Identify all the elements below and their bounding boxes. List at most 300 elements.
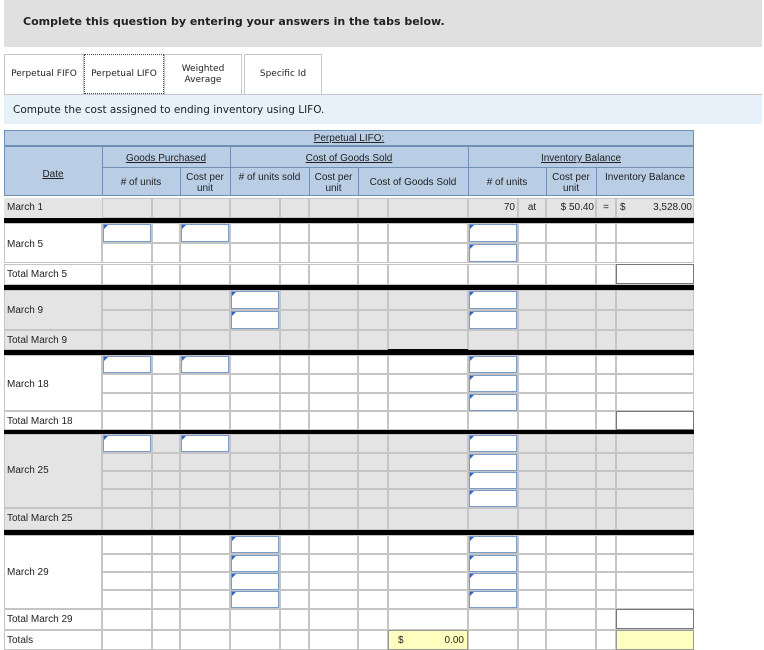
table-cell (388, 590, 468, 609)
table-cell (518, 535, 546, 554)
table-cell (230, 508, 280, 530)
answer-input[interactable] (469, 394, 517, 411)
units-sold-header: # of units sold (238, 172, 301, 183)
table-cell (102, 572, 152, 590)
table-cell (388, 411, 468, 430)
table-cell (616, 535, 694, 554)
table-cell (152, 471, 180, 489)
table-cell (280, 330, 309, 350)
table-cell (546, 554, 596, 572)
table-cell (309, 489, 358, 508)
header-divider (180, 168, 181, 196)
table-cell (180, 572, 230, 590)
table-cell (546, 535, 596, 554)
table-cell (546, 330, 596, 350)
table-cell (180, 290, 230, 310)
table-cell (518, 411, 546, 430)
table-cell (309, 393, 358, 411)
table-cell (546, 223, 596, 243)
table-cell (358, 355, 388, 374)
table-cell (546, 630, 596, 650)
header-divider (358, 168, 359, 196)
header-divider (468, 146, 469, 196)
table-cell (152, 243, 180, 263)
table-cell (280, 198, 309, 218)
table-cell (280, 508, 309, 530)
table-cell (230, 411, 280, 430)
table-cell (309, 508, 358, 530)
table-cell (180, 310, 230, 330)
table-cell (309, 290, 358, 310)
header-divider (596, 168, 597, 196)
table-cell (358, 508, 388, 530)
table-cell (180, 374, 230, 393)
table-cell (596, 330, 616, 350)
total-row-label: Total March 25 (7, 513, 73, 524)
table-cell (102, 330, 152, 350)
table-cell (280, 310, 309, 330)
header-divider (102, 167, 230, 168)
table-cell (596, 310, 616, 330)
table-cell (388, 374, 468, 393)
answer-input[interactable] (469, 375, 517, 392)
table-cell (230, 223, 280, 243)
table-cell (596, 223, 616, 243)
table-cell (518, 609, 546, 630)
table-cell (388, 198, 468, 218)
table-cell (102, 290, 152, 310)
table-cell (152, 198, 180, 218)
table-cell (596, 609, 616, 630)
table-cell (180, 489, 230, 508)
table-cell (596, 453, 616, 471)
table-cell (180, 330, 230, 350)
answer-input[interactable] (469, 224, 517, 242)
answer-input[interactable] (469, 536, 517, 553)
beginning-units: 70 (503, 202, 515, 213)
answer-input[interactable] (231, 311, 279, 329)
table-cell (309, 198, 358, 218)
dollar-sign: $ (620, 202, 626, 213)
table-cell (358, 572, 388, 590)
table-cell (388, 243, 468, 263)
table-cell (280, 243, 309, 263)
total-row-label: Total March 5 (7, 269, 68, 280)
table-cell (309, 471, 358, 489)
answer-input[interactable] (103, 224, 151, 242)
dollar-sign: $ (398, 635, 404, 646)
inventory-balance-total (616, 411, 694, 430)
table-cell (596, 630, 616, 650)
answer-input[interactable] (469, 490, 517, 507)
table-cell (388, 310, 468, 330)
table-cell (358, 434, 388, 453)
inventory-total-cell (616, 630, 694, 650)
table-cell (280, 411, 309, 430)
table-cell (358, 310, 388, 330)
table-cell (596, 434, 616, 453)
beginning-cost-per-unit: $ 50.40 (560, 202, 594, 213)
table-cell (616, 434, 694, 453)
units-purchased-header: # of units (120, 177, 162, 188)
table-cell (596, 471, 616, 489)
answer-input[interactable] (469, 472, 517, 489)
answer-input[interactable] (231, 536, 279, 553)
table-cell (280, 554, 309, 572)
table-cell (388, 434, 468, 453)
table-cell (309, 630, 358, 650)
table-cell (546, 393, 596, 411)
tab-label: Weighted Average (181, 63, 225, 85)
table-cell (518, 310, 546, 330)
table-cell (358, 554, 388, 572)
table-cell (616, 471, 694, 489)
table-cell (596, 535, 616, 554)
table-cell (230, 393, 280, 411)
table-cell (546, 355, 596, 374)
table-cell (180, 453, 230, 471)
table-cell (388, 471, 468, 489)
table-cell (388, 489, 468, 508)
table-cell (180, 508, 230, 530)
table-cell (358, 223, 388, 243)
answer-input[interactable] (181, 356, 229, 373)
instruction-banner (4, 0, 762, 47)
table-cell (152, 330, 180, 350)
table-cell (152, 355, 180, 374)
table-cell (616, 453, 694, 471)
table-cell (468, 330, 518, 350)
table-cell (358, 264, 388, 285)
table-cell (309, 243, 358, 263)
answer-input[interactable] (469, 555, 517, 572)
answer-input[interactable] (469, 573, 517, 590)
table-cell (309, 411, 358, 430)
table-cell (102, 554, 152, 572)
table-cell (309, 554, 358, 572)
table-cell (230, 243, 280, 263)
table-cell (152, 535, 180, 554)
table-cell (468, 609, 518, 630)
table-cell (388, 554, 468, 572)
answer-input[interactable] (231, 573, 279, 590)
table-cell (309, 535, 358, 554)
table-cell (616, 572, 694, 590)
table-cell (546, 489, 596, 508)
table-cell (309, 434, 358, 453)
header-divider (230, 167, 468, 168)
tab-perpetual-lifo[interactable] (84, 54, 164, 94)
table-cell (152, 411, 180, 430)
table-cell (358, 453, 388, 471)
tab-specific-id[interactable] (244, 54, 322, 94)
table-cell (102, 471, 152, 489)
table-cell (518, 434, 546, 453)
header-divider (230, 146, 231, 196)
header-divider (546, 168, 547, 196)
question-text: Compute the cost assigned to ending inventory using LIFO. (13, 104, 325, 116)
table-cell (518, 489, 546, 508)
table-cell (616, 290, 694, 310)
table-cell (152, 590, 180, 609)
table-cell (152, 630, 180, 650)
table-cell (616, 554, 694, 572)
table-cell (152, 572, 180, 590)
table-cell (358, 471, 388, 489)
table-cell (280, 290, 309, 310)
table-cell (358, 630, 388, 650)
row-label: March 25 (7, 465, 49, 476)
table-cell (358, 374, 388, 393)
table-cell (102, 374, 152, 393)
table-cell (309, 374, 358, 393)
table-cell (468, 264, 518, 285)
table-cell (358, 609, 388, 630)
table-cell (468, 508, 518, 530)
table-cell (102, 489, 152, 508)
tab-weighted-average[interactable] (164, 54, 242, 94)
table-cell (152, 489, 180, 508)
table-cell (152, 290, 180, 310)
answer-input[interactable] (231, 591, 279, 608)
table-cell (616, 243, 694, 263)
table-cell (230, 434, 280, 453)
total-row-label: Total March 9 (7, 335, 68, 346)
table-cell (230, 471, 280, 489)
answer-input[interactable] (469, 291, 517, 309)
table-cell (152, 374, 180, 393)
table-cell (280, 590, 309, 609)
table-cell (230, 355, 280, 374)
table-cell (152, 393, 180, 411)
table-cell (280, 609, 309, 630)
table-cell (102, 243, 152, 263)
table-cell (518, 264, 546, 285)
table-cell (180, 471, 230, 489)
cost-of-goods-sold-header: Cost of Goods Sold (305, 153, 393, 164)
table-cell (280, 630, 309, 650)
table-cell (518, 590, 546, 609)
table-cell (596, 393, 616, 411)
table-cell (152, 434, 180, 453)
table-cell (152, 453, 180, 471)
instruction-text: Complete this question by entering your answers in the tabs below. (23, 15, 445, 28)
table-cell (102, 590, 152, 609)
table-cell (280, 453, 309, 471)
answer-input[interactable] (231, 555, 279, 572)
table-cell (180, 590, 230, 609)
cost-per-unit-sold-header: Cost per unit (314, 172, 353, 194)
table-cell (518, 471, 546, 489)
table-cell (546, 411, 596, 430)
table-cell (388, 609, 468, 630)
table-cell (309, 330, 358, 350)
table-cell (358, 330, 388, 350)
table-cell (616, 330, 694, 350)
cost-per-unit-balance-header: Cost per unit (552, 172, 590, 194)
table-cell (152, 223, 180, 243)
table-cell (518, 630, 546, 650)
table-cell (358, 590, 388, 609)
table-cell (358, 393, 388, 411)
table-cell (309, 310, 358, 330)
emphasis-line (388, 349, 468, 351)
table-cell (616, 310, 694, 330)
answer-input[interactable] (469, 311, 517, 329)
table-cell (388, 393, 468, 411)
table-cell (616, 508, 694, 530)
table-cell (518, 453, 546, 471)
table-cell (388, 223, 468, 243)
answer-input[interactable] (231, 291, 279, 309)
table-cell (596, 243, 616, 263)
table-cell (546, 374, 596, 393)
answer-input[interactable] (181, 435, 229, 452)
table-cell (596, 411, 616, 430)
answer-input[interactable] (469, 591, 517, 608)
totals-label: Totals (7, 635, 34, 646)
table-cell (388, 264, 468, 285)
answer-input[interactable] (469, 244, 517, 262)
header-divider (309, 168, 310, 196)
table-cell (152, 264, 180, 285)
table-cell (518, 355, 546, 374)
table-cell (309, 264, 358, 285)
inventory-balance-header: Inventory Balance (540, 153, 622, 164)
question-bar (4, 95, 762, 124)
table-cell (309, 609, 358, 630)
table-cell (102, 393, 152, 411)
table-cell (388, 290, 468, 310)
table-title: Perpetual LIFO: (313, 133, 385, 144)
table-cell (388, 535, 468, 554)
table-cell (546, 243, 596, 263)
tab-label: Perpetual LIFO (91, 68, 157, 79)
table-cell (546, 310, 596, 330)
table-cell (230, 489, 280, 508)
table-cell (596, 264, 616, 285)
table-cell (230, 264, 280, 285)
table-cell (280, 434, 309, 453)
table-cell (358, 489, 388, 508)
units-balance-header: # of units (486, 177, 528, 188)
table-cell (388, 355, 468, 374)
table-cell (309, 355, 358, 374)
table-cell (152, 554, 180, 572)
table-cell (358, 290, 388, 310)
table-cell (596, 489, 616, 508)
table-cell (616, 223, 694, 243)
table-cell (180, 393, 230, 411)
table-cell (388, 453, 468, 471)
tab-perpetual-fifo[interactable] (4, 54, 84, 94)
table-cell (616, 590, 694, 609)
row-label: March 5 (7, 239, 44, 250)
answer-input[interactable] (469, 454, 517, 471)
table-cell (280, 355, 309, 374)
header-divider (468, 167, 694, 168)
table-cell (230, 374, 280, 393)
table-cell (596, 572, 616, 590)
answer-input[interactable] (469, 435, 517, 452)
table-cell (358, 243, 388, 263)
table-cell (596, 290, 616, 310)
cogs-total-value: 0.00 (444, 635, 464, 646)
table-cell (358, 198, 388, 218)
table-cell (102, 508, 152, 530)
table-cell (152, 508, 180, 530)
table-cell (518, 223, 546, 243)
table-cell (280, 264, 309, 285)
beginning-balance: 3,528.00 (653, 202, 692, 213)
table-cell (102, 264, 152, 285)
table-cell (230, 453, 280, 471)
table-cell (102, 453, 152, 471)
table-cell (546, 471, 596, 489)
table-cell (616, 374, 694, 393)
table-cell (546, 434, 596, 453)
answer-input[interactable] (103, 435, 151, 452)
table-cell (358, 535, 388, 554)
cost-per-unit-purchased-header: Cost per unit (186, 172, 224, 194)
inventory-balance-total (616, 609, 694, 629)
total-row-label: Total March 18 (7, 416, 73, 427)
table-cell (468, 411, 518, 430)
table-cell (388, 572, 468, 590)
inventory-balance-total-header: Inventory Balance (604, 172, 686, 183)
table-cell (546, 264, 596, 285)
tab-label: Perpetual FIFO (11, 69, 77, 79)
cogs-total-header: Cost of Goods Sold (369, 177, 457, 188)
table-cell (468, 630, 518, 650)
table-cell (309, 572, 358, 590)
table-cell (152, 310, 180, 330)
table-cell (102, 310, 152, 330)
table-cell (546, 453, 596, 471)
table-cell (230, 609, 280, 630)
goods-purchased-header: Goods Purchased (125, 153, 207, 164)
table-cell (230, 198, 280, 218)
table-cell (102, 609, 152, 630)
table-cell (180, 198, 230, 218)
answer-input[interactable] (103, 356, 151, 373)
table-cell (102, 630, 152, 650)
table-cell (616, 355, 694, 374)
table-cell (280, 393, 309, 411)
row-label: March 1 (7, 202, 44, 213)
table-cell (180, 411, 230, 430)
table-cell (309, 223, 358, 243)
table-cell (180, 630, 230, 650)
table-cell (616, 393, 694, 411)
answer-input[interactable] (181, 224, 229, 242)
table-cell (596, 508, 616, 530)
table-cell (596, 554, 616, 572)
table-cell (518, 554, 546, 572)
table-cell (230, 330, 280, 350)
table-cell (546, 290, 596, 310)
equals-sign: = (603, 202, 609, 213)
table-cell (596, 590, 616, 609)
table-cell (518, 243, 546, 263)
table-cell (280, 471, 309, 489)
table-cell (546, 609, 596, 630)
tab-label: Specific Id (259, 69, 307, 79)
total-row-label: Total March 29 (7, 614, 73, 625)
table-cell (518, 374, 546, 393)
table-cell (518, 330, 546, 350)
answer-input[interactable] (469, 356, 517, 373)
